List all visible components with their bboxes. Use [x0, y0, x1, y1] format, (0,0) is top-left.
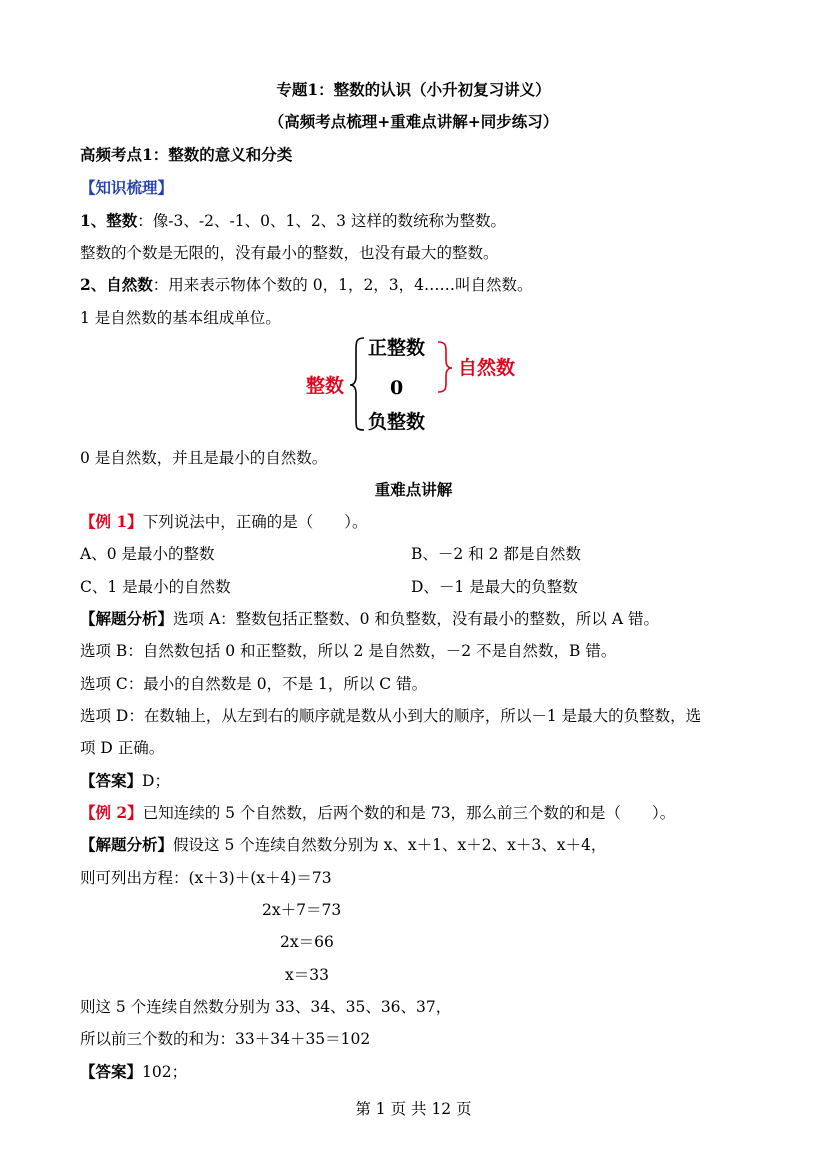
- natural-definition: [80, 274, 533, 296]
- example1-answer: [80, 770, 170, 792]
- example1-option-d: D、－1 是最大的负整数: [411, 578, 578, 596]
- right-brace-icon: [438, 342, 452, 392]
- example1-option-c: C、1 是最小的自然数: [80, 578, 231, 596]
- example2-analysis-tag: 【解题分析】: [80, 835, 174, 854]
- example1-tag: 【例 1】: [80, 512, 143, 531]
- example2-step: 2x＝66: [280, 933, 334, 951]
- left-brace-icon: [350, 338, 364, 430]
- example2-answer-value: 102；: [142, 1063, 188, 1081]
- diagram-zero: 0: [390, 377, 404, 399]
- example1-analysis-line: 选项 C：最小的自然数是 0，不是 1，所以 C 错。: [80, 675, 428, 693]
- natural-note: 1 是自然数的基本组成单位。: [80, 309, 281, 327]
- diagram-natural-number-label: 自然数: [458, 357, 516, 379]
- integer-definition: [80, 210, 506, 232]
- example2-answer-tag: 【答案】: [80, 1062, 143, 1081]
- example1-question: [80, 511, 367, 533]
- example1-analysis-line: 选项 D：在数轴上，从左到右的顺序就是数从小到大的顺序，所以－1 是最大的负整数，选: [80, 707, 702, 725]
- integer-classification-diagram: [300, 332, 540, 436]
- example1-answer-tag: 【答案】: [80, 771, 143, 790]
- natural-definition-text: ：用来表示物体个数的 0，1，2，3，4……叫自然数。: [152, 276, 533, 294]
- example2-analysis-first: 假设这 5 个连续自然数分别为 x、x＋1、x＋2、x＋3、x＋4，: [173, 836, 607, 854]
- example2-tag: 【例 2】: [80, 803, 143, 822]
- integer-definition-text: ：像-3、-2、-1、0、1、2、3 这样的数统称为整数。: [137, 212, 506, 230]
- page-subtitle: （高频考点梳理+重难点讲解+同步练习）: [268, 112, 559, 131]
- page-title: 专题1：整数的认识（小升初复习讲义）: [276, 80, 551, 99]
- example2-question-text: 已知连续的 5 个自然数，后两个数的和是 73，那么前三个数的和是（ ）。: [142, 804, 676, 822]
- example1-question-text: 下列说法中，正确的是（ ）。: [142, 513, 368, 531]
- section-heading-key-points: 重难点讲解: [374, 480, 453, 499]
- example1-analysis-tag: 【解题分析】: [80, 609, 174, 628]
- example2-answer: [80, 1061, 187, 1083]
- diagram-positive-integer: 正整数: [368, 337, 426, 359]
- example2-analysis: [80, 834, 606, 856]
- integer-label: 1、整数: [80, 211, 138, 230]
- example1-option-b: B、－2 和 2 都是自然数: [411, 545, 581, 563]
- example1-analysis-line: 选项 A：整数包括正整数、0 和负整数，没有最小的整数，所以 A 错。: [173, 610, 659, 628]
- example2-equation: 则可列出方程：(x＋3)＋(x＋4)＝73: [80, 869, 332, 887]
- example2-step: 2x＋7＝73: [262, 901, 342, 919]
- example2-step: x＝33: [285, 966, 329, 984]
- knowledge-tag: 【知识梳理】: [80, 178, 174, 197]
- integer-note: 整数的个数是无限的，没有最小的整数，也没有最大的整数。: [80, 244, 499, 262]
- example2-conclusion: 则这 5 个连续自然数分别为 33、34、35、36、37，: [80, 998, 452, 1016]
- example1-analysis-line: 选项 B：自然数包括 0 和正整数，所以 2 是自然数，－2 不是自然数，B 错。: [80, 642, 617, 660]
- example1-analysis: [80, 608, 659, 630]
- page-footer: 第 1 页 共 12 页: [355, 1100, 472, 1118]
- example2-question: [80, 802, 675, 824]
- example1-analysis-line: 项 D 正确。: [80, 739, 165, 757]
- diagram-integer-label: 整数: [306, 375, 345, 397]
- example2-conclusion: 所以前三个数的和为：33＋34＋35＝102: [80, 1030, 371, 1048]
- natural-label: 2、自然数: [80, 275, 153, 294]
- diagram-negative-integer: 负整数: [368, 411, 426, 433]
- example1-answer-value: D；: [142, 772, 170, 790]
- zero-note: 0 是自然数，并且是最小的自然数。: [80, 449, 328, 467]
- section-heading-frequent-point: 高频考点1：整数的意义和分类: [80, 145, 293, 164]
- example1-option-a: A、0 是最小的整数: [80, 545, 215, 563]
